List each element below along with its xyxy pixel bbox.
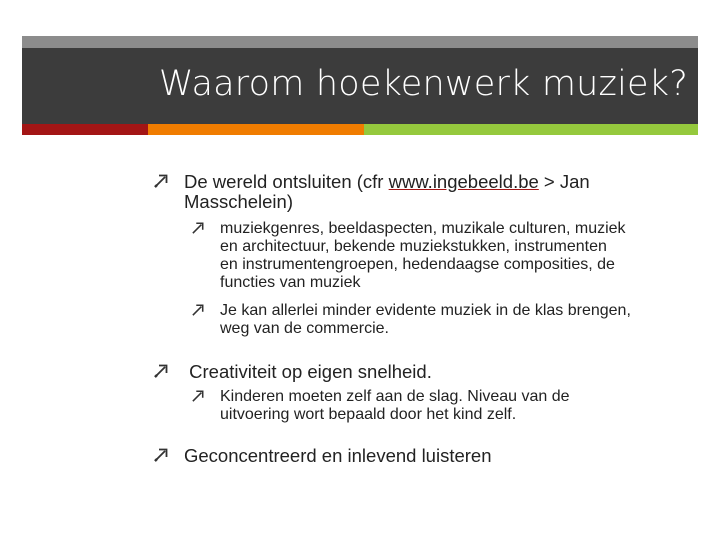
sub-bullet-1-1-line-3: en instrumentengroepen, hedendaagse composities, de	[220, 255, 615, 273]
slide-title: Waarom hoekenwerk muziek?	[158, 64, 688, 104]
bullet-1-line-2: Masschelein)	[184, 191, 293, 213]
diagonal-arrow-icon	[192, 390, 210, 408]
bullet-3-text: Geconcentreerd en inlevend luisteren	[184, 445, 492, 466]
sub-bullet-1-2-line-2: weg van de commercie.	[220, 319, 389, 337]
bullet-2-text: Creativiteit op eigen snelheid.	[184, 361, 432, 382]
sub-bullet-1-2-text	[220, 302, 631, 338]
diagonal-arrow-icon	[154, 448, 172, 466]
sub-bullet-1-1-line-1: muziekgenres, beeldaspecten, muzikale culturen, muziek	[220, 220, 626, 237]
sub-bullet-1-1	[192, 220, 626, 292]
sub-bullet-2-1-text	[220, 388, 570, 424]
diagonal-arrow-icon	[154, 174, 172, 192]
diagonal-arrow-icon	[154, 364, 172, 382]
sub-bullet-1-1-text	[220, 220, 626, 292]
sub-bullet-2-1-line-1: Kinderen moeten zelf aan de slag. Niveau van de	[220, 388, 570, 405]
bullet-3	[154, 446, 492, 466]
sub-bullet-2-1-line-2: uitvoering wort bepaald door het kind zelf.	[220, 405, 517, 423]
bullet-2	[154, 362, 432, 382]
bullet-1	[154, 172, 590, 213]
sub-bullet-1-1-line-4: functies van muziek	[220, 273, 361, 291]
bullet-1-suffix: > Jan	[538, 171, 590, 192]
sub-bullet-1-1-line-2: en architectuur, bekende muziekstukken, instrumenten	[220, 237, 607, 255]
diagonal-arrow-icon	[192, 304, 210, 322]
diagonal-arrow-icon	[192, 222, 210, 240]
bullet-1-text	[184, 172, 590, 213]
sub-bullet-2-1	[192, 388, 570, 424]
bullet-1-prefix: De wereld ontsluiten (cfr	[184, 171, 389, 192]
sub-bullet-1-2-line-1: Je kan allerlei minder evidente muziek in de klas brengen,	[220, 302, 631, 319]
ingebeeld-link[interactable]: www.ingebeeld.be	[388, 171, 539, 192]
sub-bullet-1-2	[192, 302, 631, 338]
